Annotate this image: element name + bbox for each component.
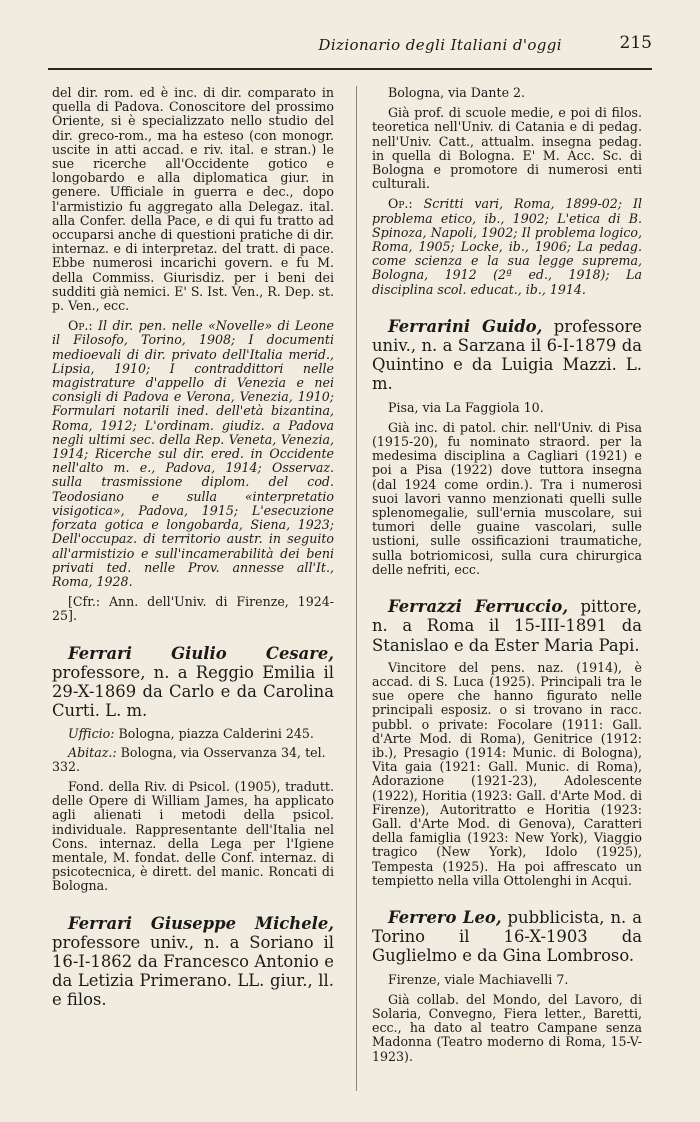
- entry-heading-ferrazzi: [372, 597, 642, 655]
- entry-name: Ferrero Leo,: [388, 907, 502, 927]
- entry-body-ferrero: Già collab. del Mondo, del Lavoro, di Solaria, Convegno, Fiera letter., Baretti, ecc., ha dato al teatro Campane senza Madonna (Teatro moderno di Roma, 15-V-1923).: [372, 991, 642, 1064]
- entry-head-text: professore, n. a Reggio Emilia il 29-X-1869 da Carlo e da Carolina Curti. L. m.: [52, 662, 334, 721]
- page-number: 215: [619, 33, 652, 53]
- works-label: Op.:: [388, 196, 413, 212]
- continuation-body: Già prof. di scuole medie, e poi di filos. teoretica nell'Univ. di Catania e di pedag. nell'Univ. Catt., attualm. insegna pedag. in quella di Bologna. E' M. Acc. Sc. di Bologna e promotore di numerosi enti culturali.: [372, 105, 642, 192]
- entry-address-ferrarini: Pisa, via La Faggiola 10.: [388, 399, 544, 415]
- entry-head-text: pubblicista, n. a Torino il 16-X-1903 da Guglielmo e da Gina Lombroso.: [372, 907, 642, 966]
- office-label: Ufficio:: [68, 726, 115, 742]
- home-address: Abitaz.: Bologna, via Osservanza 34, tel. 332.: [52, 744, 326, 774]
- entry-head-text: pittore, n. a Roma il 15-III-1891 da Stanislao e da Ester Maria Papi.: [372, 597, 642, 655]
- bibliography-reference: [Cfr.: Ann. dell'Univ. di Firenze, 1924-25].: [52, 594, 334, 624]
- entry-heading-ferrarini: [372, 317, 642, 394]
- entry-address-ferrero: Firenze, viale Machiavelli 7.: [388, 971, 569, 987]
- entry-name: Ferrari Giuseppe Michele,: [68, 913, 334, 933]
- continuation-address: Bologna, via Dante 2.: [388, 85, 526, 100]
- entry-body-ferrarini: Già inc. di patol. chir. nell'Univ. di Pisa (1915-20), fu nominato straord. per la medesima disciplina a Cagliari (1921) e poi a Pisa (1922) dove tuttora insegna (dal 1924 come ordin.). Tra i numerosi suoi lavori vanno menzionati quelli sulle splenomegalie, sull'ernia muscolare, sui tumori delle guaine vascolari, sulle ustioni, sulle ossificazioni traumatiche, sulla botriomicosi, sulla cura chirurgica delle nefriti, ecc.: [372, 419, 642, 577]
- home-label: Abitaz.:: [68, 744, 117, 760]
- entry-body-ferrazzi: Vincitore del pens. naz. (1914), è accad. di S. Luca (1925). Principali tra le sue opere che hanno figurato nelle principali esposiz. o si trovano in racc. pubbl. o private: Focolare (1911: Gall. d'Arte Mod. di Roma), Genitrice (1912: ib.), Presagio (1914: Munic. di Bologna), Vita gaia (1921: Gall. Munic. di Roma), Adorazione (1921-23), Adolescente (1922), Horitia (1923: Gall. d'Arte Mod. di Firenze), Autoritratto e Horitia (1923: Gall. d'Arte Mod. di Genova), Caratteri della famiglia (1923: New York), Viaggio tragico (New York), Idolo (1925), Tempesta (1925). Ha poi affrescato un tempietto nella villa Ottolenghi in Acqui.: [372, 659, 642, 888]
- entry-continuation-text: del dir. rom. ed è inc. di dir. comparato in quella di Padova. Conoscitore del prossimo Oriente, si è specializzato nello studio del dir. greco-rom., ma ha esteso (con monogr. uscite in atti accad. e riv. ital. e stran.) le sue ricerche all'Occidente gotico e longobardo e alla diplomatica giur. in genere. Ufficiale in guerra e dec., dopo l'armistizio fu aggregato alla Delegaz. ital. alla Confer. della Pace, e di qui fu tratto ad occuparsi anche di questioni pratiche di dir. internaz. e di interpretaz. del tratt. di pace. Ebbe numerosi incarichi govern. e fu M. della Commiss. Giurisdiz. per i beni dei sudditi già nemici. E' S. Ist. Ven., R. Dep. st. p. Ven., ecc.: [52, 85, 334, 314]
- entry-name: Ferrari Giulio Cesare,: [68, 643, 334, 663]
- entry-head-text: professore univ., n. a Soriano il 16-I-1862 da Francesco Antonio e da Letizia Primerano. LL. giur., ll. e filos.: [52, 932, 334, 1010]
- office-address: Ufficio: Bologna, piazza Calderini 245.: [68, 726, 314, 742]
- entry-body-ferrari-giulio: Fond. della Riv. di Psicol. (1905), tradutt. delle Opere di William James, ha applicato agli alienati i metodi della psicol. individuale. Rappresentante dell'Italia nel Cons. internaz. della Lega per l'Igiene mentale, M. fondat. delle Conf. internaz. di psicotecnica, è dirett. del manic. Roncati di Bologna.: [52, 778, 334, 894]
- works-list: [52, 319, 334, 589]
- right-column: [372, 86, 642, 1064]
- entry-name: Ferrarini Guido,: [388, 316, 543, 336]
- column-divider: [356, 86, 357, 1091]
- entry-head-text: professore univ., n. a Sarzana il 6-I-1879 da Quintino e da Luigia Mazzi. L. m.: [372, 316, 642, 394]
- entry-heading-ferrero: [372, 908, 642, 966]
- works-list: [372, 197, 642, 296]
- works-label: Op.:: [68, 318, 93, 334]
- works-text: Il dir. pen. nelle «Novelle» di Leone il Filosofo, Torino, 1908; I documenti medioevali di dir. privato dell'Italia merid., Lipsia, 1910; I contraddittori nelle magistrature d'appello di Venezia e nei consigli di Padova e Verona, Venezia, 1910; Formulari notarili ined. dell'età bizantina, Roma, 1912; L'ordinam. giudiz. a Padova negli ultimi sec. della Rep. Veneta, Venezia, 1914; Ricerche sul dir. ered. in Occidente nell'alto m. e., Padova, 1914; Osservaz. sulla trasmissione diplom. del cod. Teodosiano e sulla «interpretatio visigotica», Padova, 1915; L'esecuzione forzata gotica e longobarda, Siena, 1923; Dell'occupaz. di territorio austr. in seguito all'armistizio e sull'incamerabilità dei beni privati ted. nelle Prov. annesse all'It., Roma, 1928.: [52, 318, 334, 589]
- works-text: Scritti vari, Roma, 1899-02; Il problema etico, ib., 1902; L'etica di B. Spinoza, Napoli, 1902; Il problema logico, Roma, 1905; Locke, ib., 1906; La pedag. come scienza e la sua legge suprema, Bologna, 1912 (2ª ed., 1918); La disciplina scol. educat., ib., 1914.: [372, 196, 642, 297]
- running-title: Dizionario degli Italiani d'oggi: [318, 36, 562, 54]
- left-column: [52, 86, 334, 1010]
- entry-name: Ferrazzi Ferruccio,: [388, 597, 569, 617]
- entry-heading-ferrari-giulio: [52, 644, 334, 721]
- page-header: [48, 28, 652, 70]
- entry-heading-ferrari-giuseppe: [52, 914, 334, 1010]
